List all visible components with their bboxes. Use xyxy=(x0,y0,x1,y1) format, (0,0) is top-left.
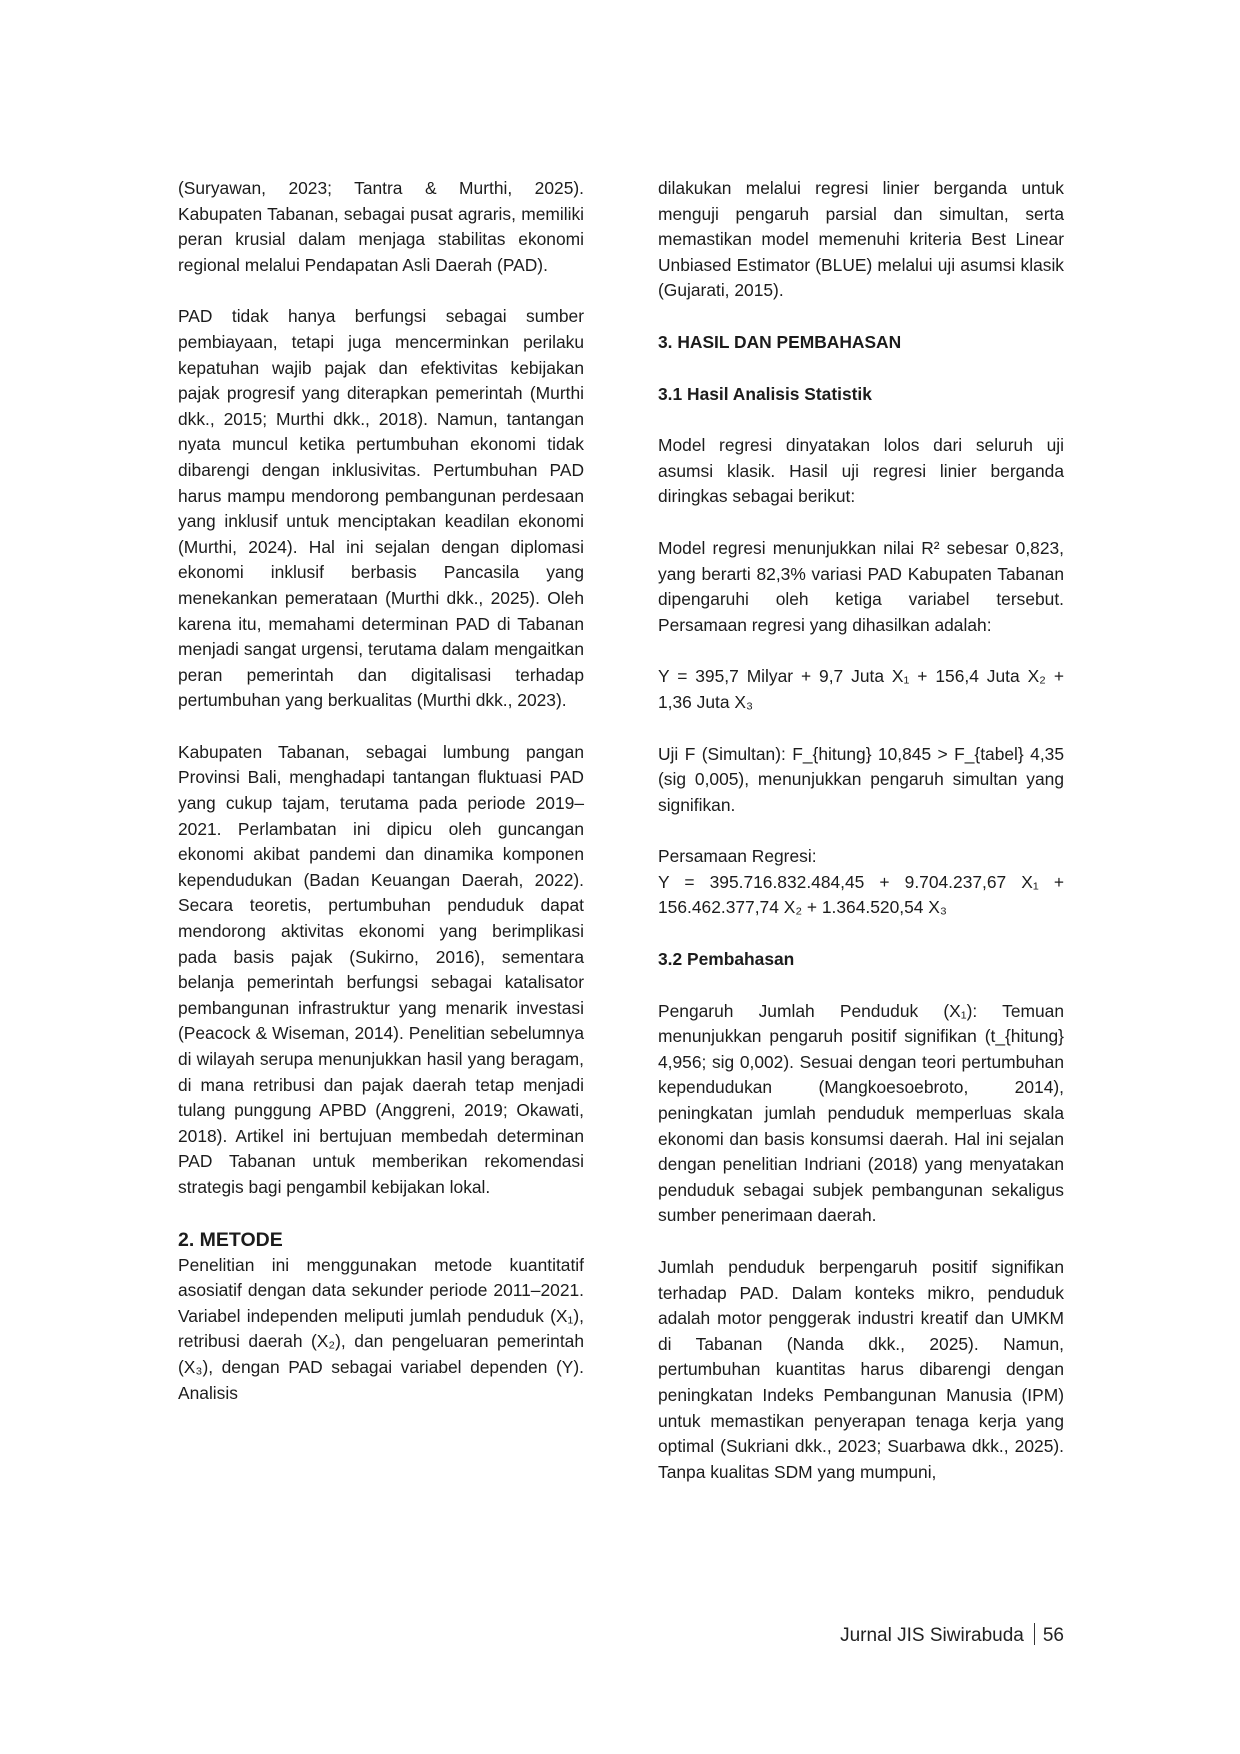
page-footer xyxy=(840,1623,1064,1649)
paragraph-asumsi-klasik: Model regresi dinyatakan lolos dari seluruh uji asumsi klasik. Hasil uji regresi linier berganda diringkas sebagai berikut: xyxy=(658,435,1064,507)
heading-hasil-analisis: 3.1 Hasil Analisis Statistik xyxy=(658,383,872,404)
footer-divider xyxy=(1034,1623,1035,1645)
paragraph-pengaruh-penduduk: Pengaruh Jumlah Penduduk (X₁): Temuan menunjukkan pengaruh positif signifikan (t_{hitung} 4,956; sig 0,002). Sesuai dengan teori pertumbuhan kependudukan (Mangkoesoebroto, 2014), peningkatan jumlah penduduk memperluas skala ekonomi dan basis konsumsi daerah. Hal ini sejalan dengan penelitian Indriani (2018) yang menyatakan penduduk sebagai subjek pembangunan sekaligus sumber penerimaan daerah. xyxy=(658,1000,1064,1226)
paragraph-tabanan-context: Kabupaten Tabanan, sebagai lumbung pangan Provinsi Bali, menghadapi tantangan fluktuasi PAD yang cukup tajam, terutama pada periode 2019–2021. Perlambatan ini dipicu oleh guncangan ekonomi akibat pandemi dan dinamika komponen kependudukan (Badan Keuangan Daerah, 2022). Secara teoretis, pertumbuhan penduduk dapat mendorong aktivitas ekonomi yang berimplikasi pada basis pajak (Sukirno, 2016), sementara belanja pemerintah berfungsi sebagai katalisator pembangunan infrastruktur yang menarik investasi (Peacock & Wiseman, 2014). Penelitian sebelumnya di wilayah serupa menunjukkan hasil yang beragam, di mana retribusi dan pajak daerah tetap menjadi tulang punggung APBD (Anggreni, 2019; Okawati, 2018). Artikel ini bertujuan membedah determinan PAD Tabanan untuk memberikan rekomendasi strategis bagi pengambil kebijakan lokal. xyxy=(178,741,584,1197)
left-column xyxy=(178,176,584,1406)
heading-hasil-pembahasan: 3. HASIL DAN PEMBAHASAN xyxy=(658,331,902,352)
heading-pembahasan: 3.2 Pembahasan xyxy=(658,949,795,970)
equation-regression-full: Y = 395.716.832.484,45 + 9.704.237,67 X₁ + 156.462.377,74 X₂ + 1.364.520,54 X₃ xyxy=(658,871,1064,918)
paragraph-r-squared: Model regresi menunjukkan nilai R² sebesar 0,823, yang berarti 82,3% variasi PAD Kabupaten Tabanan dipengaruhi oleh ketiga variabel tersebut. Persamaan regresi yang dihasilkan adalah: xyxy=(658,537,1064,635)
paragraph-metode: Penelitian ini menggunakan metode kuantitatif asosiatif dengan data sekunder periode 2011–2021. Variabel independen meliputi jumlah penduduk (X₁), retribusi daerah (X₂), dan pengeluaran pemerintah (X₃), dengan PAD sebagai variabel dependen (Y). Analisis xyxy=(178,1254,584,1403)
paragraph-intro-continued: (Suryawan, 2023; Tantra & Murthi, 2025). Kabupaten Tabanan, sebagai pusat agraris, memiliki peran krusial dalam menjaga stabilitas ekonomi regional melalui Pendapatan Asli Daerah (PAD). xyxy=(178,178,584,275)
heading-metode: 2. METODE xyxy=(178,1228,283,1251)
paragraph-uji-f: Uji F (Simultan): F_{hitung} 10,845 > F_{tabel} 4,35 (sig 0,005), menunjukkan pengaruh simultan yang signifikan. xyxy=(658,743,1064,815)
paragraph-pad-role: PAD tidak hanya berfungsi sebagai sumber pembiayaan, tetapi juga mencerminkan perilaku kepatuhan wajib pajak dan efektivitas kebijakan pajak progresif yang diterapkan pemerintah (Murthi dkk., 2015; Murthi dkk., 2018). Namun, tantangan nyata muncul ketika pertumbuhan ekonomi tidak dibarengi dengan inklusivitas. Pertumbuhan PAD harus mampu mendorong pembangunan perdesaan yang inklusif untuk menciptakan keadilan ekonomi (Murthi, 2024). Hal ini sejalan dengan diplomasi ekonomi inklusif berbasis Pancasila yang menekankan pemerataan (Murthi dkk., 2025). Oleh karena itu, memahami determinan PAD di Tabanan menjadi sangat urgensi, terutama dalam mengaitkan peran pemerintah dan digitalisasi terhadap pertumbuhan yang berkualitas (Murthi dkk., 2023). xyxy=(178,306,584,711)
label-persamaan-regresi: Persamaan Regresi: xyxy=(658,846,817,867)
page-number: 56 xyxy=(1042,1625,1064,1646)
equation-regression-short: Y = 395,7 Milyar + 9,7 Juta X₁ + 156,4 Juta X₂ + 1,36 Juta X₃ xyxy=(658,666,1064,712)
paragraph-penduduk-umkm: Jumlah penduduk berpengaruh positif signifikan terhadap PAD. Dalam konteks mikro, penduduk adalah motor penggerak industri kreatif dan UMKM di Tabanan (Nanda dkk., 2025). Namun, pertumbuhan kuantitas harus dibarengi dengan peningkatan Indeks Pembangunan Manusia (IPM) untuk memastikan penyerapan tenaga kerja yang optimal (Sukriani dkk., 2023; Suarbawa dkk., 2025). Tanpa kualitas SDM yang mumpuni, xyxy=(658,1257,1064,1482)
journal-name: Jurnal JIS Siwirabuda xyxy=(840,1625,1024,1646)
right-column xyxy=(658,176,1064,1485)
paragraph-metode-continued: dilakukan melalui regresi linier berganda untuk menguji pengaruh parsial dan simultan, serta memastikan model memenuhi kriteria Best Linear Unbiased Estimator (BLUE) melalui uji asumsi klasik (Gujarati, 2015). xyxy=(658,178,1064,301)
